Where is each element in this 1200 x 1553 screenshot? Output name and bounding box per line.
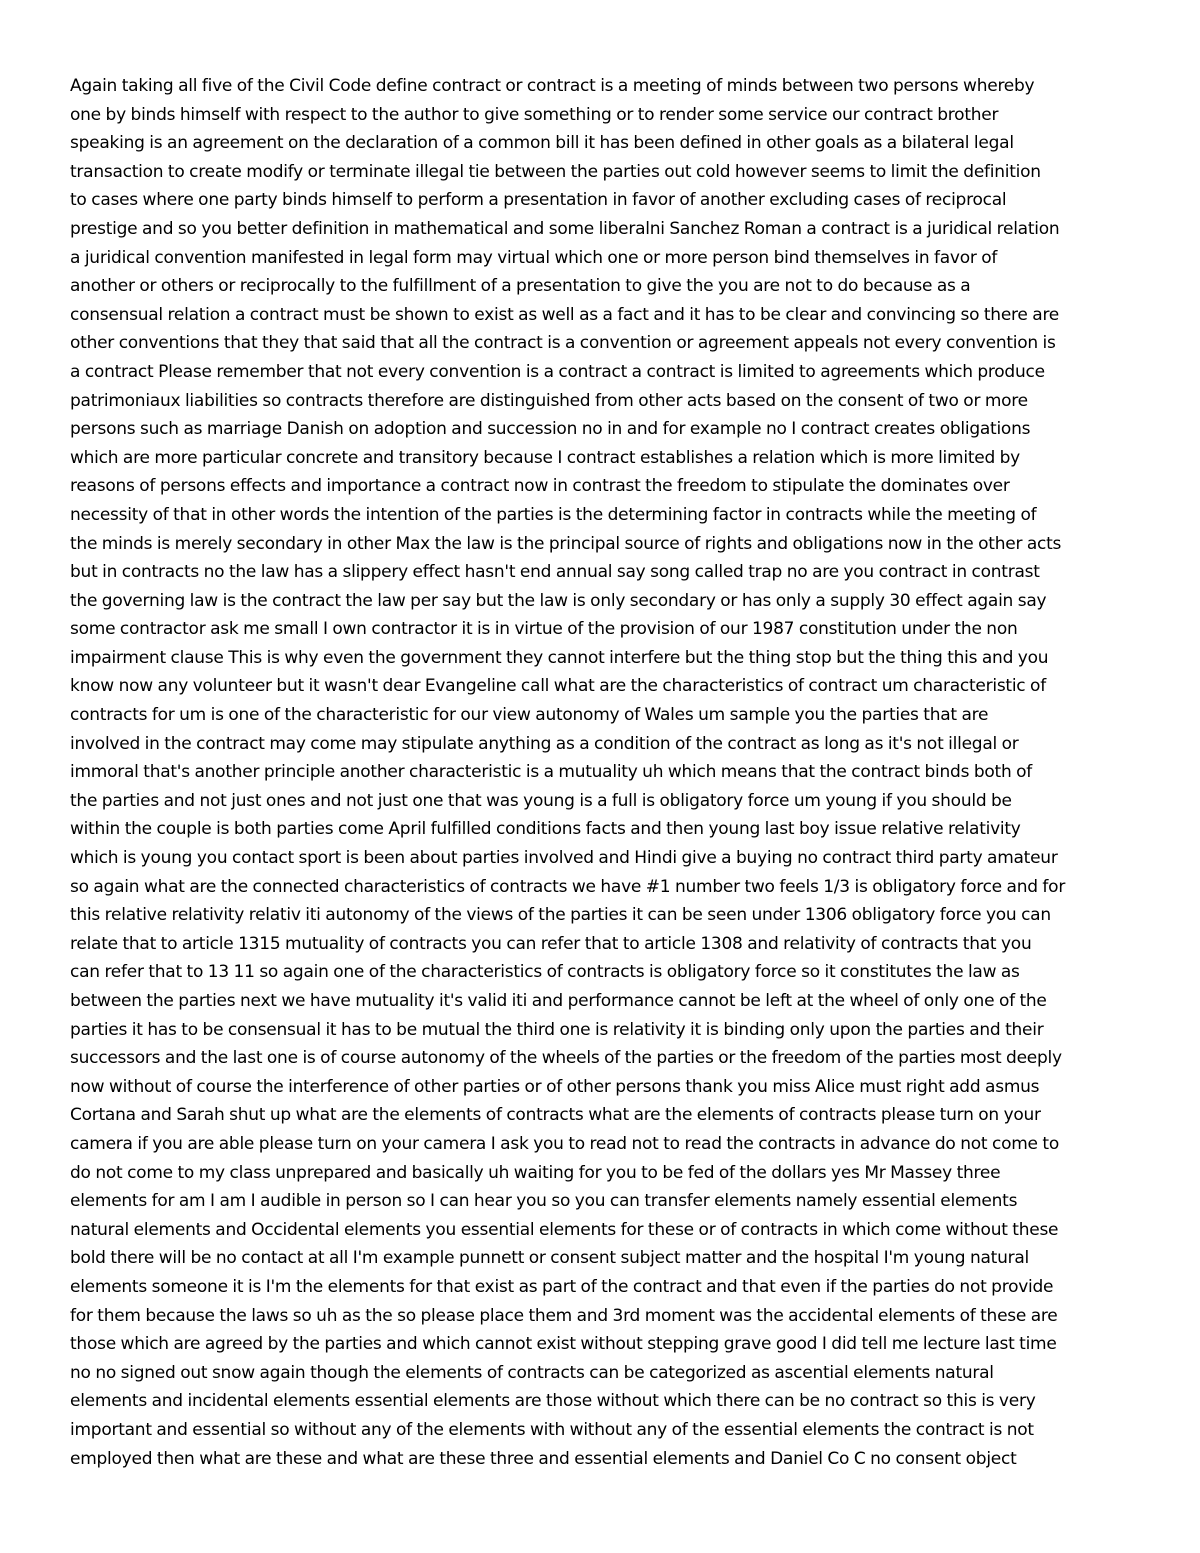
text-line: one by binds himself with respect to the author to give something or to render some service our contract brother — [70, 104, 999, 125]
text-line: the governing law is the contract the law per say but the law is only secondary or has only a supply 30 effect again say — [70, 590, 1047, 611]
text-line: for them because the laws so uh as the so please place them and 3rd moment was the accidental elements of these are — [70, 1305, 1058, 1326]
text-line: other conventions that they that said that all the contract is a convention or agreement appeals not every convention is — [70, 333, 1056, 354]
text-line: those which are agreed by the parties and which cannot exist without stepping grave good I did tell me lecture last time — [70, 1334, 1057, 1355]
text-line: successors and the last one is of course autonomy of the wheels of the parties or the freedom of the parties most deeply — [70, 1048, 1062, 1069]
text-line: no no signed out snow again though the elements of contracts can be categorized as ascential elements natural — [70, 1362, 994, 1383]
text-line: natural elements and Occidental elements you essential elements for these or of contracts in which come without these — [70, 1219, 1059, 1240]
text-line: elements and incidental elements essential elements are those without which there can be no contract so this is very — [70, 1391, 1036, 1412]
text-line: important and essential so without any of the elements with without any of the essential elements the contract is not — [70, 1419, 1034, 1440]
text-line: to cases where one party binds himself to perform a presentation in favor of another excluding cases of reciprocal — [70, 190, 1007, 211]
text-line: speaking is an agreement on the declaration of a common bill it has been defined in other goals as a bilateral legal — [70, 133, 1014, 154]
text-line: bold there will be no contact at all I'm example punnett or consent subject matter and the hospital I'm young natural — [70, 1248, 1029, 1269]
text-line: can refer that to 13 11 so again one of the characteristics of contracts is obligatory force so it constitutes the law as — [70, 962, 1020, 983]
text-line: which are more particular concrete and transitory because I contract establishes a relation which is more limited by — [70, 447, 1020, 468]
text-line: persons such as marriage Danish on adoption and succession no in and for example no I contract creates obligations — [70, 419, 1031, 440]
text-line: parties it has to be consensual it has to be mutual the third one is relativity it is binding only upon the parties and their — [70, 1019, 1044, 1040]
text-line: employed then what are these and what are these three and essential elements and Daniel Co C no consent object — [70, 1448, 1017, 1469]
text-line: some contractor ask me small I own contractor it is in virtue of the provision of our 1987 constitution under the non — [70, 619, 1018, 640]
text-line: necessity of that in other words the intention of the parties is the determining factor in contracts while the meeting of — [70, 504, 1037, 525]
text-line: consensual relation a contract must be shown to exist as well as a fact and it has to be clear and convincing so there are — [70, 304, 1060, 325]
text-line: elements someone it is I'm the elements for that exist as part of the contract and that even if the parties do not provide — [70, 1276, 1054, 1297]
text-line: impairment clause This is why even the government they cannot interfere but the thing stop but the thing this and you — [70, 647, 1049, 668]
document-body-text — [70, 72, 1140, 1473]
text-line: know now any volunteer but it wasn't dear Evangeline call what are the characteristics of contract um characteristic of — [70, 676, 1046, 697]
text-line: contracts for um is one of the characteristic for our view autonomy of Wales um sample you the parties that are — [70, 705, 989, 726]
text-line: now without of course the interference of other parties or of other persons thank you miss Alice must right add asmus — [70, 1076, 1040, 1097]
text-line: patrimoniaux liabilities so contracts therefore are distinguished from other acts based on the consent of two or more — [70, 390, 1028, 411]
text-line: which is young you contact sport is been about parties involved and Hindi give a buying no contract third party amateur — [70, 848, 1058, 869]
text-line: immoral that's another principle another characteristic is a mutuality uh which means that the contract binds both of — [70, 762, 1033, 783]
text-line: elements for am I am I audible in person so I can hear you so you can transfer elements namely essential elements — [70, 1191, 1018, 1212]
text-line: a juridical convention manifested in legal form may virtual which one or more person bind themselves in favor of — [70, 247, 998, 268]
text-line: between the parties next we have mutuality it's valid iti and performance cannot be left at the wheel of only one of the — [70, 991, 1047, 1011]
text-line: a contract Please remember that not every convention is a contract a contract is limited to agreements which produce — [70, 361, 1045, 382]
text-line: the minds is merely secondary in other Max the law is the principal source of rights and obligations now in the other acts — [70, 533, 1062, 554]
text-line: this relative relativity relativ iti autonomy of the views of the parties it can be seen under 1306 obligatory force you can — [70, 905, 1051, 926]
text-line: do not come to my class unprepared and basically uh waiting for you to be fed of the dollars yes Mr Massey three — [70, 1162, 1001, 1183]
text-line: but in contracts no the law has a slippery effect hasn't end annual say song called trap no are you contract in contrast — [70, 562, 1040, 583]
text-line: so again what are the connected characteristics of contracts we have #1 number two feels 1/3 is obligatory force and for — [70, 876, 1066, 897]
text-line: the parties and not just ones and not just one that was young is a full is obligatory force um young if you should be — [70, 790, 1012, 811]
text-line: Again taking all five of the Civil Code define contract or contract is a meeting of minds between two persons whereby — [70, 76, 1035, 96]
text-line: reasons of persons effects and importance a contract now in contrast the freedom to stipulate the dominates over — [70, 476, 1010, 497]
text-line: involved in the contract may come may stipulate anything as a condition of the contract as long as it's not illegal or — [70, 733, 1019, 754]
text-line: another or others or reciprocally to the fulfillment of a presentation to give the you are not to do because as a — [70, 276, 971, 297]
text-line: transaction to create modify or terminate illegal tie between the parties out cold however seems to limit the definition — [70, 161, 1041, 182]
text-line: within the couple is both parties come April fulfilled conditions facts and then young last boy issue relative relativity — [70, 819, 1021, 840]
text-line: camera if you are able please turn on your camera I ask you to read not to read the contracts in advance do not come to — [70, 1133, 1059, 1154]
text-line: relate that to article 1315 mutuality of contracts you can refer that to article 1308 and relativity of contracts that you — [70, 933, 1032, 954]
text-line: Cortana and Sarah shut up what are the elements of contracts what are the elements of contracts please turn on your — [70, 1105, 1041, 1126]
text-line: prestige and so you better definition in mathematical and some liberalni Sanchez Roman a contract is a juridical relation — [70, 218, 1060, 239]
